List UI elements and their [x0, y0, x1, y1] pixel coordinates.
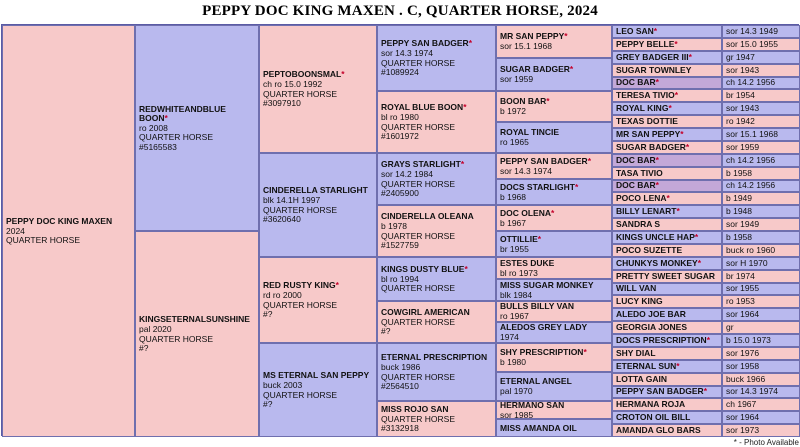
horse-detail: sor 14.3 1974	[381, 47, 433, 58]
pedigree-cell[interactable]	[135, 25, 259, 231]
horse-name: LUCY KING	[616, 295, 663, 306]
pedigree-cell[interactable]	[496, 419, 612, 437]
pedigree-cell-detail[interactable]	[722, 411, 800, 424]
pedigree-cell[interactable]	[612, 64, 722, 77]
horse-detail: b 1967	[500, 217, 526, 228]
pedigree-cell-detail[interactable]	[722, 141, 800, 154]
photo-star-icon: *	[688, 51, 692, 62]
horse-detail: b 1958	[726, 231, 752, 242]
horse-detail: ro 1942	[726, 115, 755, 126]
pedigree-cell-detail[interactable]	[722, 321, 800, 334]
horse-name: GREY BADGER III*	[616, 51, 692, 62]
horse-detail: QUARTER HORSE	[263, 299, 337, 310]
horse-detail: QUARTER HORSE	[381, 371, 455, 382]
horse-detail: QUARTER HORSE	[381, 230, 455, 241]
pedigree-cell-detail[interactable]	[722, 398, 800, 411]
photo-star-icon: *	[706, 334, 710, 345]
photo-star-icon: *	[464, 264, 468, 275]
horse-detail: QUARTER HORSE	[139, 132, 213, 143]
pedigree-cell-detail[interactable]	[722, 128, 800, 141]
pedigree-cell[interactable]	[377, 91, 496, 153]
pedigree-cell-detail[interactable]	[722, 102, 800, 115]
horse-name: WILL VAN	[616, 283, 657, 294]
pedigree-cell[interactable]	[496, 153, 612, 179]
horse-detail: b 1972	[500, 106, 526, 116]
horse-name: ETERNAL ANGEL	[500, 376, 572, 387]
pedigree-cell[interactable]	[612, 102, 722, 115]
pedigree-cell[interactable]	[2, 25, 135, 437]
horse-name: BILLY LENART*	[616, 205, 680, 216]
horse-detail: buck ro 1960	[726, 244, 776, 255]
horse-detail: sor 1943	[726, 102, 760, 113]
pedigree-cell[interactable]	[496, 257, 612, 279]
pedigree-cell[interactable]	[496, 91, 612, 122]
pedigree-cell-detail[interactable]	[722, 295, 800, 308]
pedigree-cell-detail[interactable]	[722, 89, 800, 102]
photo-star-icon: *	[685, 141, 690, 152]
horse-detail: sor 14.3 1974	[726, 386, 778, 397]
horse-detail: #5165583	[139, 141, 177, 152]
horse-detail: b 1978	[381, 220, 407, 231]
pedigree-cell-detail[interactable]	[722, 205, 800, 218]
horse-detail: #3132918	[381, 423, 419, 434]
horse-detail: ro 2008	[139, 122, 168, 133]
horse-name: GRAYS STARLIGHT*	[381, 159, 465, 170]
horse-name: PEPPY SAN BADGER*	[500, 155, 592, 166]
horse-detail: b 1980	[500, 357, 526, 367]
pedigree-cell[interactable]	[612, 154, 722, 167]
horse-detail: ch 14.2 1956	[726, 154, 776, 165]
horse-name: BULLS BILLY VAN	[500, 301, 574, 312]
horse-detail: gr	[726, 321, 734, 332]
photo-star-icon: *	[668, 102, 672, 113]
photo-star-icon: *	[655, 180, 659, 191]
photo-star-icon: *	[655, 77, 659, 88]
pedigree-cell[interactable]	[377, 205, 496, 257]
pedigree-cell[interactable]	[496, 301, 612, 322]
horse-detail: buck 1986	[381, 361, 421, 372]
pedigree-cell[interactable]	[496, 205, 612, 231]
horse-name: ALEDO JOE BAR	[616, 308, 686, 319]
horse-name: SHY DIAL	[616, 347, 656, 358]
horse-detail: sor 14.3 1974	[500, 165, 552, 176]
pedigree-cell[interactable]	[612, 424, 722, 437]
pedigree-cell[interactable]	[612, 25, 722, 38]
horse-name: HERMANA ROJA	[616, 398, 686, 409]
horse-name: MISS SUGAR MONKEY	[500, 279, 594, 290]
horse-detail: bl ro 1973	[500, 267, 538, 278]
photo-star-icon: *	[546, 96, 550, 107]
horse-name: ROYAL TINCIE	[500, 127, 560, 138]
pedigree-chart	[1, 24, 799, 436]
horse-detail: sor 1976	[726, 347, 760, 358]
photo-star-icon: *	[574, 181, 579, 192]
horse-detail: sor 15.0 1955	[726, 38, 778, 49]
pedigree-cell-detail[interactable]	[722, 283, 800, 295]
horse-name: SUGAR TOWNLEY	[616, 64, 692, 75]
horse-name: ESTES DUKE	[500, 257, 555, 268]
horse-name: ALEDOS GREY LADY	[500, 322, 588, 333]
horse-detail: #1601972	[381, 131, 419, 142]
horse-name: KINGSETERNALSUNSHINE	[139, 314, 250, 325]
horse-detail: sor H 1970	[726, 257, 768, 268]
horse-name: SANDRA S	[616, 218, 661, 229]
pedigree-cell-detail[interactable]	[722, 38, 800, 51]
horse-name: PEPPY SAN BADGER*	[381, 38, 473, 49]
horse-name: CINDERELLA OLEANA	[381, 211, 474, 222]
horse-detail: 2024	[6, 225, 25, 236]
horse-detail: bl ro 1980	[381, 111, 419, 122]
pedigree-cell[interactable]	[612, 89, 722, 102]
pedigree-cell-detail[interactable]	[722, 231, 800, 244]
pedigree-cell[interactable]	[612, 77, 722, 89]
horse-detail: pal 2020	[139, 323, 172, 334]
horse-detail: ch 14.2 1956	[726, 77, 776, 88]
photo-star-icon: *	[676, 360, 680, 371]
photo-star-icon: *	[655, 154, 659, 165]
horse-name: MR SAN PEPPY*	[500, 31, 568, 42]
horse-name: SHY PRESCRIPTION*	[500, 347, 587, 358]
pedigree-cell-detail[interactable]	[722, 167, 800, 180]
horse-name: PEPPY SAN BADGER*	[616, 386, 708, 397]
pedigree-cell-detail[interactable]	[722, 270, 800, 283]
horse-detail: #?	[263, 399, 273, 410]
horse-name: LEO SAN*	[616, 25, 658, 36]
pedigree-cell[interactable]	[612, 244, 722, 257]
pedigree-cell-detail[interactable]	[722, 154, 800, 167]
pedigree-cell[interactable]	[612, 360, 722, 373]
horse-name: PEPTOBOONSMAL*	[263, 69, 345, 80]
pedigree-cell[interactable]	[612, 128, 722, 141]
horse-name: REDWHITEANDBLUE BOON*	[139, 103, 226, 124]
photo-star-icon: *	[666, 192, 670, 203]
pedigree-cell[interactable]	[496, 372, 612, 401]
pedigree-cell[interactable]	[612, 257, 722, 270]
pedigree-cell[interactable]	[496, 322, 612, 343]
horse-name: ROYAL KING*	[616, 102, 672, 113]
photo-star-icon: *	[653, 25, 658, 36]
pedigree-cell[interactable]	[259, 153, 377, 257]
horse-name: PRETTY SWEET SUGAR	[616, 270, 716, 281]
pedigree-cell[interactable]	[135, 231, 259, 437]
photo-star-icon: *	[468, 38, 473, 49]
horse-name: MISS ROJO SAN	[381, 404, 449, 415]
pedigree-cell-detail[interactable]	[722, 180, 800, 192]
horse-detail: #?	[381, 326, 391, 337]
photo-star-icon: *	[537, 233, 542, 244]
horse-detail: gr 1947	[726, 51, 755, 62]
photo-star-icon: *	[674, 89, 679, 100]
pedigree-cell[interactable]	[612, 192, 722, 205]
pedigree-cell[interactable]	[612, 167, 722, 180]
horse-detail: #1527759	[381, 240, 419, 251]
horse-detail: b 1949	[726, 192, 752, 203]
pedigree-cell[interactable]	[612, 347, 722, 360]
pedigree-cell-detail[interactable]	[722, 347, 800, 360]
horse-detail: QUARTER HORSE	[263, 204, 337, 215]
pedigree-cell[interactable]	[612, 308, 722, 321]
horse-detail: #1089924	[381, 67, 419, 78]
pedigree-cell[interactable]	[259, 257, 377, 343]
pedigree-cell[interactable]	[612, 51, 722, 64]
horse-detail: QUARTER HORSE	[263, 389, 337, 400]
horse-detail: buck 1966	[726, 373, 766, 384]
pedigree-cell[interactable]	[612, 205, 722, 218]
pedigree-cell-detail[interactable]	[722, 308, 800, 321]
pedigree-cell[interactable]	[496, 58, 612, 91]
horse-detail: QUARTER HORSE	[381, 121, 455, 132]
horse-name: SUGAR BADGER*	[500, 64, 574, 75]
photo-star-icon: *	[587, 155, 592, 166]
photo-star-icon: *	[460, 159, 465, 170]
horse-name: CHUNKYS MONKEY*	[616, 257, 702, 268]
photo-star-icon: *	[341, 69, 345, 80]
horse-name: AMANDA GLO BARS	[616, 424, 701, 435]
horse-detail: sor 1949	[726, 218, 760, 229]
pedigree-cell[interactable]	[612, 270, 722, 283]
horse-detail: QUARTER HORSE	[381, 283, 455, 294]
horse-detail: QUARTER HORSE	[263, 88, 337, 99]
horse-detail: sor 1955	[726, 283, 760, 294]
pedigree-cell[interactable]	[612, 321, 722, 334]
horse-name: MISS AMANDA OIL	[500, 422, 577, 433]
pedigree-cell[interactable]	[612, 398, 722, 411]
horse-detail: #2564510	[381, 381, 419, 392]
pedigree-cell[interactable]	[612, 180, 722, 192]
horse-detail: ch 14.2 1956	[726, 180, 776, 191]
pedigree-cell-detail[interactable]	[722, 51, 800, 64]
horse-name: SUGAR BADGER*	[616, 141, 690, 152]
horse-name: DOC BAR*	[616, 154, 659, 165]
photo-star-icon: *	[697, 257, 702, 268]
horse-detail: QUARTER HORSE	[6, 235, 80, 246]
pedigree-cell-detail[interactable]	[722, 25, 800, 38]
horse-name: ETERNAL PRESCRIPTION	[381, 352, 488, 363]
horse-detail: #3620640	[263, 214, 301, 225]
photo-star-icon: *	[564, 31, 568, 42]
pedigree-cell[interactable]	[612, 38, 722, 51]
pedigree-cell-detail[interactable]	[722, 64, 800, 77]
pedigree-cell-detail[interactable]	[722, 115, 800, 128]
horse-detail: sor 1985	[500, 409, 534, 419]
pedigree-cell-detail[interactable]	[722, 424, 800, 437]
horse-detail: sor 14.3 1949	[726, 25, 778, 36]
horse-detail: QUARTER HORSE	[139, 333, 213, 344]
pedigree-cell[interactable]	[612, 141, 722, 154]
pedigree-cell[interactable]	[612, 334, 722, 347]
pedigree-cell[interactable]	[496, 25, 612, 58]
horse-name: OTTILLIE*	[500, 233, 542, 244]
horse-detail: ro 1965	[500, 137, 529, 147]
pedigree-cell[interactable]	[612, 231, 722, 244]
horse-detail: br 1955	[500, 243, 529, 254]
horse-detail: bl ro 1994	[381, 273, 419, 284]
horse-detail: sor 15.1 1968	[726, 128, 778, 139]
horse-name: HERMANO SAN	[500, 401, 565, 410]
horse-name: DOCS STARLIGHT*	[500, 181, 579, 192]
page-title: PEPPY DOC KING MAXEN . C, QUARTER HORSE, 2024	[202, 3, 598, 19]
pedigree-cell[interactable]	[496, 343, 612, 372]
horse-detail: #2405900	[381, 188, 419, 199]
horse-name: TEXAS DOTTIE	[616, 115, 678, 126]
pedigree-cell-detail[interactable]	[722, 334, 800, 347]
pedigree-cell[interactable]	[612, 411, 722, 424]
pedigree-cell-detail[interactable]	[722, 244, 800, 257]
pedigree-cell-detail[interactable]	[722, 77, 800, 89]
horse-name: TERESA TIVIO*	[616, 89, 679, 100]
horse-detail: QUARTER HORSE	[381, 413, 455, 424]
horse-name: PEPPY BELLE*	[616, 38, 678, 49]
horse-name: TASA TIVIO	[616, 167, 663, 178]
horse-detail: sor 1973	[726, 424, 760, 435]
horse-detail: sor 14.2 1984	[381, 168, 433, 179]
photo-star-icon: *	[680, 128, 684, 139]
horse-detail: sor 1959	[500, 74, 534, 84]
horse-detail: blk 1984	[500, 289, 533, 300]
horse-name: DOC BAR*	[616, 77, 659, 88]
horse-name: ROYAL BLUE BOON*	[381, 102, 467, 113]
horse-name: BOON BAR*	[500, 96, 550, 107]
pedigree-cell[interactable]	[377, 153, 496, 205]
horse-detail: b 1948	[726, 205, 752, 216]
horse-detail: sor 1964	[726, 308, 760, 319]
pedigree-cell[interactable]	[612, 218, 722, 231]
pedigree-cell[interactable]	[377, 301, 496, 343]
horse-name: POCO SUZETTE	[616, 244, 683, 255]
horse-name: KINGS UNCLE HAP*	[616, 231, 699, 242]
pedigree-cell[interactable]	[496, 231, 612, 257]
horse-detail: br 1974	[726, 270, 755, 281]
horse-detail: QUARTER HORSE	[381, 57, 455, 68]
horse-detail: b 1958	[726, 167, 752, 178]
pedigree-cell-detail[interactable]	[722, 218, 800, 231]
horse-detail: blk 14.1H 1997	[263, 194, 321, 205]
horse-detail: ch 1967	[726, 398, 757, 409]
photo-star-icon: *	[703, 386, 708, 397]
horse-detail: rd ro 2000	[263, 289, 302, 300]
horse-name: DOCS PRESCRIPTION*	[616, 334, 710, 345]
horse-name: MS ETERNAL SAN PEPPY	[263, 370, 370, 381]
horse-detail: sor 1964	[726, 411, 760, 422]
photo-star-icon: *	[583, 347, 587, 358]
photo-star-icon: *	[335, 280, 339, 291]
pedigree-cell[interactable]	[496, 279, 612, 301]
horse-name: DOC BAR*	[616, 180, 659, 191]
horse-detail: ro 1967	[500, 311, 529, 321]
photo-star-icon: *	[551, 207, 555, 218]
horse-detail: #3097910	[263, 98, 301, 109]
horse-name: GEORGIA JONES	[616, 321, 688, 332]
pedigree-cell[interactable]	[259, 25, 377, 153]
photo-available-legend: * - Photo Available	[733, 438, 799, 447]
horse-detail: buck 2003	[263, 379, 303, 390]
horse-detail: sor 1958	[726, 360, 760, 371]
pedigree-cell[interactable]	[612, 283, 722, 295]
horse-name: ETERNAL SUN*	[616, 360, 680, 371]
horse-name: COWGIRL AMERICAN	[381, 307, 470, 318]
photo-star-icon: *	[463, 102, 467, 113]
horse-name: DOC OLENA*	[500, 207, 555, 218]
pedigree-cell[interactable]	[377, 343, 496, 401]
pedigree-cell[interactable]	[496, 179, 612, 205]
horse-detail: b 1968	[500, 191, 526, 202]
pedigree-cell-detail[interactable]	[722, 386, 800, 398]
pedigree-cell[interactable]	[612, 373, 722, 386]
pedigree-cell[interactable]	[377, 25, 496, 91]
pedigree-cell[interactable]	[377, 257, 496, 301]
horse-name: RED RUSTY KING*	[263, 280, 339, 291]
horse-detail: sor 15.1 1968	[500, 41, 552, 51]
horse-detail: sor 1943	[726, 64, 760, 75]
pedigree-cell-detail[interactable]	[722, 360, 800, 373]
horse-detail: b 15.0 1973	[726, 334, 771, 345]
photo-star-icon: *	[694, 231, 699, 242]
photo-star-icon: *	[569, 64, 574, 75]
horse-name: KINGS DUSTY BLUE*	[381, 264, 468, 275]
pedigree-cell[interactable]	[612, 115, 722, 128]
pedigree-cell[interactable]	[259, 343, 377, 437]
pedigree-cell[interactable]	[377, 401, 496, 437]
horse-detail: QUARTER HORSE	[381, 316, 455, 327]
pedigree-cell[interactable]	[612, 386, 722, 398]
pedigree-cell-detail[interactable]	[722, 257, 800, 270]
pedigree-cell[interactable]	[612, 295, 722, 308]
photo-star-icon: *	[674, 38, 678, 49]
photo-star-icon: *	[164, 113, 168, 124]
horse-name: MR SAN PEPPY*	[616, 128, 684, 139]
horse-detail: #?	[263, 309, 273, 320]
pedigree-cell-detail[interactable]	[722, 192, 800, 205]
pedigree-cell[interactable]	[496, 401, 612, 419]
horse-name: CINDERELLA STARLIGHT	[263, 185, 368, 196]
horse-detail: ch ro 15.0 1992	[263, 78, 323, 89]
horse-detail: sor 1959	[726, 141, 760, 152]
pedigree-cell-detail[interactable]	[722, 373, 800, 386]
horse-name: CROTON OIL BILL	[616, 411, 691, 422]
horse-detail: #?	[139, 343, 149, 354]
horse-detail: ro 1953	[726, 295, 755, 306]
horse-name: POCO LENA*	[616, 192, 670, 203]
horse-detail: 1974	[500, 332, 519, 342]
horse-detail: pal 1970	[500, 386, 533, 396]
horse-detail: QUARTER HORSE	[381, 178, 455, 189]
pedigree-cell[interactable]	[496, 122, 612, 153]
horse-name: LOTTA GAIN	[616, 373, 667, 384]
horse-detail: br 1954	[726, 89, 755, 100]
photo-star-icon: *	[676, 205, 680, 216]
horse-name: PEPPY DOC KING MAXEN	[6, 216, 113, 227]
